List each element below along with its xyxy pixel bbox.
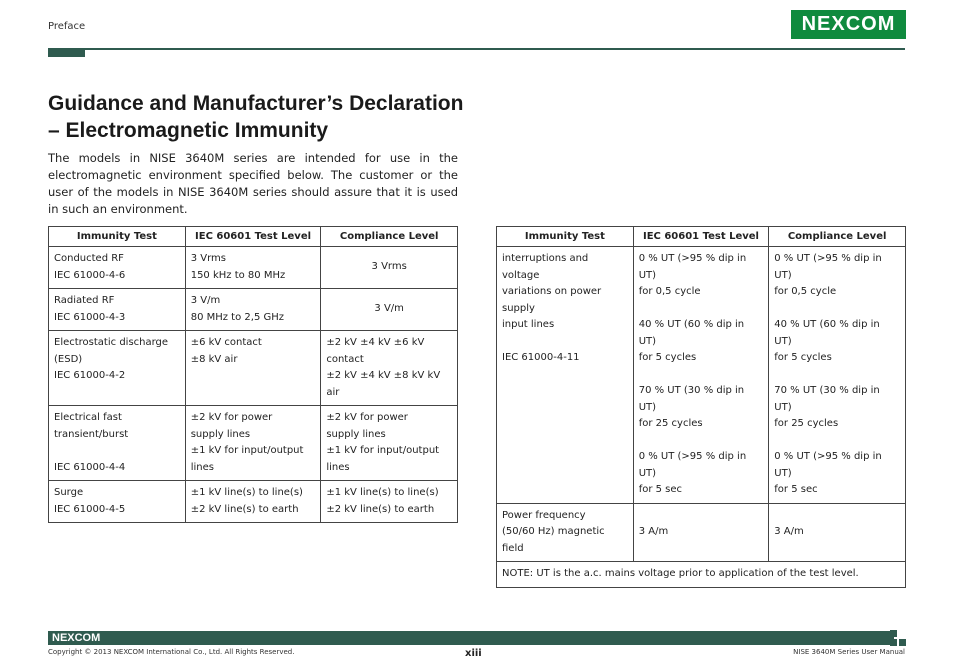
- table-note: NOTE: UT is the a.c. mains voltage prior to application of the test level.: [497, 562, 906, 588]
- test-level-cell: [185, 406, 321, 481]
- cell-line: 3 A/m: [774, 526, 804, 537]
- immunity-test-cell: [49, 481, 186, 523]
- cell-line: ±1 kV for input/output: [326, 445, 440, 456]
- cell-line: 40 % UT (60 % dip in UT): [638, 319, 745, 347]
- table-row: [49, 289, 458, 331]
- cell-line: for 5 cycles: [774, 352, 832, 363]
- cell-line: ±2 kV line(s) to earth: [326, 503, 435, 515]
- manual-title: NISE 3640M Series User Manual: [793, 648, 905, 656]
- column-header: Immunity Test: [497, 227, 634, 247]
- title-line-2: – Electromagnetic Immunity: [48, 119, 329, 142]
- column-header: IEC 60601 Test Level: [185, 227, 321, 247]
- cell-line: 0 % UT (>95 % dip in UT): [774, 253, 882, 281]
- cell-line: 3 Vrms: [371, 261, 407, 273]
- cell-line: ±2 kV ±4 kV ±6 kV contact: [326, 337, 425, 365]
- cell-line: [502, 334, 628, 351]
- cell-line: ±8 kV air: [190, 353, 238, 365]
- cell-line: 150 kHz to 80 MHz: [190, 269, 286, 281]
- cell-line: 3 V/m: [190, 295, 221, 306]
- cell-line: [774, 301, 900, 318]
- immunity-test-cell: [497, 247, 634, 504]
- cell-line: lines: [190, 461, 214, 473]
- compliance-level-cell: [769, 503, 906, 562]
- cell-line: for 5 sec: [774, 484, 818, 495]
- cell-line: interruptions and voltage: [502, 253, 589, 281]
- test-level-cell: [185, 481, 321, 523]
- cell-line: Electrostatic discharge (ESD): [54, 337, 169, 365]
- cell-line: for 25 cycles: [774, 418, 839, 429]
- cell-line: IEC 61000-4-2: [54, 370, 126, 381]
- copyright-text: Copyright © 2013 NEXCOM International Co., Ltd. All Rights Reserved.: [48, 648, 295, 656]
- column-header: Compliance Level: [769, 227, 906, 247]
- cell-line: IEC 61000-4-11: [502, 352, 580, 363]
- immunity-test-cell: [49, 406, 186, 481]
- table-row: [497, 503, 906, 562]
- cell-line: [774, 433, 900, 450]
- cell-line: [639, 367, 764, 384]
- column-header: Compliance Level: [321, 227, 458, 247]
- cell-line: for 25 cycles: [638, 418, 703, 429]
- immunity-test-cell: [49, 247, 186, 289]
- compliance-level-cell: [769, 247, 906, 504]
- table-row: [49, 247, 458, 289]
- cell-line: Surge: [54, 487, 84, 498]
- compliance-level-cell: [321, 331, 458, 406]
- cell-line: for 0,5 cycle: [638, 286, 701, 297]
- column-header: Immunity Test: [49, 227, 186, 247]
- cell-line: [54, 443, 180, 460]
- table-row: [49, 406, 458, 481]
- header-rule: [48, 48, 905, 50]
- cell-line: ±1 kV line(s) to line(s): [326, 487, 439, 498]
- cell-line: 3 Vrms: [190, 253, 226, 264]
- cell-line: IEC 61000-4-5: [54, 503, 126, 515]
- immunity-table-right: [496, 226, 906, 588]
- footer-logo: NEXCOM: [52, 632, 101, 644]
- immunity-test-cell: [49, 289, 186, 331]
- cell-line: (50/60 Hz) magnetic field: [502, 526, 605, 554]
- cell-line: for 5 sec: [638, 484, 683, 495]
- title-line-1: Guidance and Manufacturer’s Declaration: [48, 92, 464, 115]
- immunity-test-cell: [497, 503, 634, 562]
- cell-line: Electrical fast: [54, 412, 122, 423]
- cell-line: 0 % UT (>95 % dip in UT): [774, 451, 882, 479]
- cell-line: for 5 cycles: [638, 352, 697, 363]
- test-level-cell: [185, 289, 321, 331]
- cell-line: [639, 301, 764, 318]
- cell-line: Radiated RF: [54, 295, 115, 306]
- table-header-row: [49, 227, 458, 247]
- compliance-level-cell: [321, 247, 458, 289]
- cell-line: Power frequency: [502, 509, 586, 521]
- cell-line: lines: [326, 461, 350, 473]
- cell-line: IEC 61000-4-4: [54, 461, 126, 473]
- cell-line: IEC 61000-4-6: [54, 269, 126, 281]
- compliance-level-cell: [321, 481, 458, 523]
- cell-line: 3 V/m: [374, 303, 404, 315]
- footer-bar: [48, 631, 894, 645]
- page-title: [48, 90, 478, 144]
- cell-line: transient/burst: [54, 428, 129, 440]
- test-level-cell: [185, 247, 321, 289]
- cell-line: 80 MHz to 2,5 GHz: [190, 311, 284, 323]
- compliance-level-cell: [321, 406, 458, 481]
- table-row: [49, 331, 458, 406]
- logo-text: NEXCOM: [801, 13, 896, 35]
- cell-line: variations on power supply: [502, 286, 602, 314]
- compliance-level-cell: [321, 289, 458, 331]
- immunity-test-cell: [49, 331, 186, 406]
- nexcom-logo: [791, 10, 906, 39]
- table-header-row: [497, 227, 906, 247]
- cell-line: 70 % UT (30 % dip in UT): [774, 385, 880, 413]
- cell-line: for 0,5 cycle: [774, 286, 837, 297]
- cell-line: ±2 kV ±4 kV ±8 kV kV air: [326, 370, 441, 398]
- cell-line: 3 A/m: [638, 526, 669, 537]
- cell-line: [639, 433, 764, 450]
- section-label: Preface: [48, 21, 86, 32]
- cell-line: ±6 kV contact: [190, 337, 262, 348]
- cell-line: 0 % UT (>95 % dip in UT): [638, 253, 747, 281]
- cell-line: ±1 kV for input/output: [190, 445, 304, 456]
- test-level-cell: [633, 247, 769, 504]
- table-row: [497, 247, 906, 504]
- cell-line: 40 % UT (60 % dip in UT): [774, 319, 880, 347]
- column-header: IEC 60601 Test Level: [633, 227, 769, 247]
- header-tab-marker: [48, 48, 85, 57]
- cell-line: supply lines: [326, 428, 386, 440]
- cell-line: 70 % UT (30 % dip in UT): [638, 385, 745, 413]
- test-level-cell: [185, 331, 321, 406]
- footer-squares-icon: [890, 630, 906, 646]
- table-row: [49, 481, 458, 523]
- cell-line: ±2 kV for power: [326, 412, 408, 423]
- cell-line: ±1 kV line(s) to line(s): [190, 487, 303, 498]
- cell-line: IEC 61000-4-3: [54, 311, 126, 323]
- intro-paragraph: The models in NISE 3640M series are intended for use in the electromagnetic environment specified below. The customer or the user of the models in NISE 3640M series should assure that it is used in such an environment.: [48, 151, 458, 216]
- page-number: xiii: [465, 648, 482, 659]
- immunity-table-left: [48, 226, 458, 523]
- table-note-row: [497, 562, 906, 588]
- cell-line: supply lines: [190, 428, 251, 440]
- cell-line: [774, 367, 900, 384]
- cell-line: input lines: [502, 319, 555, 330]
- test-level-cell: [633, 503, 769, 562]
- cell-line: Conducted RF: [54, 253, 124, 264]
- cell-line: ±2 kV for power: [190, 412, 273, 423]
- cell-line: ±2 kV line(s) to earth: [190, 503, 299, 515]
- cell-line: 0 % UT (>95 % dip in UT): [638, 451, 747, 479]
